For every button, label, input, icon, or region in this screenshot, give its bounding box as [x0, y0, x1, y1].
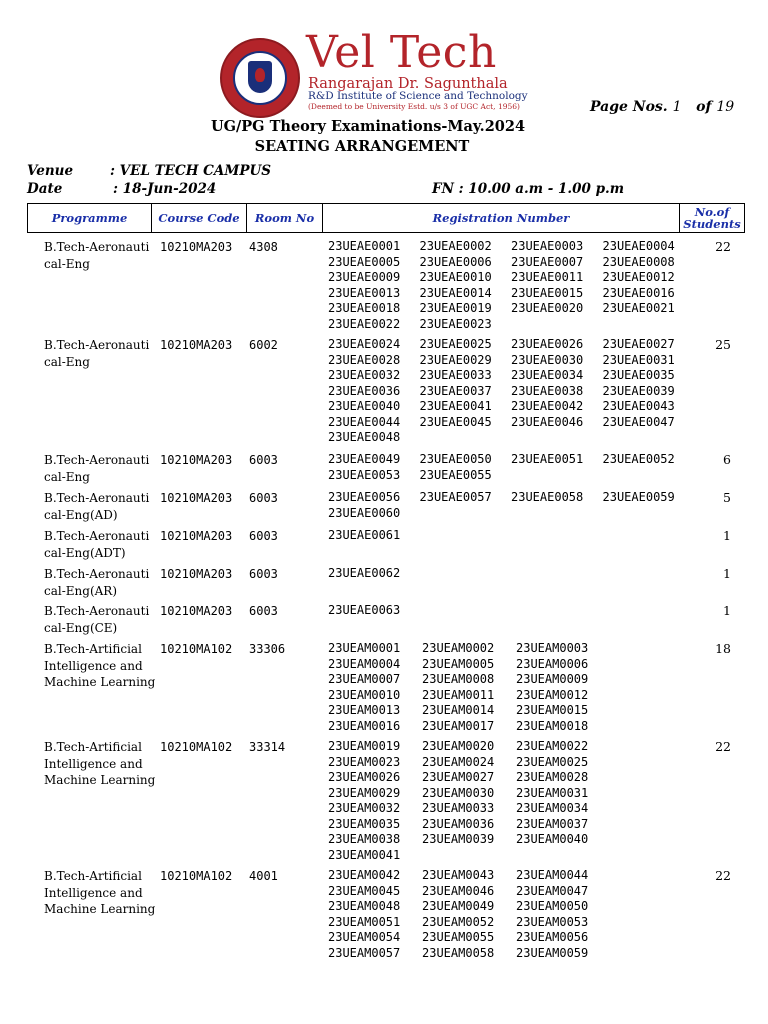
registration-number: 23UEAE0005	[328, 254, 401, 269]
cell-room-no: 33306	[249, 642, 286, 656]
registration-number: 23UEAM0028	[516, 770, 589, 784]
registration-number: 23UEAM0024	[422, 754, 495, 769]
registration-number: 23UEAM0018	[516, 718, 589, 733]
registration-number: 23UEAE0043	[602, 399, 675, 413]
registration-number: 23UEAE0011	[511, 270, 584, 284]
registration-number: 23UEAM0025	[516, 754, 589, 769]
registration-number: 23UEAM0043	[422, 868, 495, 882]
cell-room-no: 6003	[249, 491, 278, 505]
cell-student-count: 6	[723, 452, 731, 467]
registration-number: 23UEAE0008	[602, 254, 675, 269]
registration-number: 23UEAM0030	[422, 785, 495, 800]
cell-course-code: 10210MA203	[160, 240, 233, 254]
venue-value: : VEL TECH CAMPUS	[110, 163, 272, 179]
brand-subtitle-2: R&D Institute of Science and Technology	[308, 90, 528, 102]
cell-student-count: 1	[723, 528, 731, 543]
registration-number: 23UEAM0019	[328, 739, 401, 753]
registration-number: 23UEAE0037	[419, 383, 492, 398]
cell-registration-numbers	[328, 337, 694, 446]
cell-course-code: 10210MA203	[160, 604, 233, 618]
cell-course-code: 10210MA203	[160, 529, 233, 543]
registration-number: 23UEAE0051	[511, 452, 584, 466]
cell-course-code: 10210MA102	[160, 869, 233, 883]
registration-number: 23UEAM0039	[422, 832, 495, 846]
registration-number: 23UEAE0003	[511, 239, 584, 253]
cell-programme: B.Tech-Aeronauti cal-Eng	[44, 453, 150, 484]
cell-programme: B.Tech-Artificial Intelligence and Machine Learning	[44, 642, 156, 689]
header-programme: Programme	[28, 204, 152, 232]
registration-number: 23UEAE0006	[419, 254, 492, 269]
registration-number: 23UEAM0020	[422, 739, 495, 753]
registration-number: 23UEAE0047	[602, 414, 675, 429]
cell-student-count: 22	[715, 239, 731, 254]
registration-number: 23UEAE0022	[328, 316, 401, 331]
cell-registration-numbers	[328, 739, 610, 863]
cell-student-count: 1	[723, 603, 731, 618]
cell-room-no: 6003	[249, 529, 278, 543]
registration-number: 23UEAM0015	[516, 703, 589, 717]
registration-number: 23UEAE0013	[328, 285, 401, 300]
exam-title: UG/PG Theory Examinations-May.2024	[210, 118, 526, 135]
registration-number: 23UEAE0056	[328, 490, 401, 504]
registration-number: 23UEAE0045	[419, 414, 492, 429]
cell-room-no: 33314	[249, 740, 286, 754]
cell-course-code: 10210MA203	[160, 338, 233, 352]
registration-number: 23UEAE0040	[328, 399, 401, 413]
registration-number: 23UEAM0017	[422, 718, 495, 733]
registration-number: 23UEAE0007	[511, 254, 584, 269]
registration-number: 23UEAE0063	[328, 603, 401, 617]
cell-programme: B.Tech-Aeronauti cal-Eng	[44, 338, 150, 369]
registration-number: 23UEAM0010	[328, 687, 401, 702]
registration-number: 23UEAE0016	[602, 285, 675, 300]
page-number: Page Nos. 1 of 19	[590, 99, 735, 115]
cell-programme: B.Tech-Aeronauti cal-Eng(AD)	[44, 491, 150, 522]
university-seal-icon	[220, 38, 300, 118]
registration-number: 23UEAE0038	[511, 383, 584, 398]
registration-number: 23UEAM0027	[422, 770, 495, 784]
registration-number: 23UEAE0023	[419, 316, 492, 331]
registration-number: 23UEAE0027	[602, 337, 675, 351]
registration-number: 23UEAM0023	[328, 754, 401, 769]
registration-number: 23UEAE0057	[419, 490, 492, 504]
registration-number: 23UEAM0051	[328, 914, 401, 929]
cell-programme: B.Tech-Aeronauti cal-Eng(ADT)	[44, 529, 150, 560]
registration-number: 23UEAE0062	[328, 566, 401, 580]
header-no-of-students: No.of Students	[683, 205, 741, 231]
cell-course-code: 10210MA203	[160, 567, 233, 581]
cell-course-code: 10210MA102	[160, 740, 233, 754]
registration-number: 23UEAM0034	[516, 801, 589, 815]
registration-number: 23UEAM0059	[516, 945, 589, 960]
registration-number: 23UEAM0042	[328, 868, 401, 882]
registration-number: 23UEAM0040	[516, 832, 589, 846]
cell-student-count: 22	[715, 868, 731, 883]
registration-number: 23UEAM0053	[516, 914, 589, 929]
registration-number: 23UEAM0050	[516, 899, 589, 913]
registration-number: 23UEAM0033	[422, 801, 495, 815]
registration-number: 23UEAM0044	[516, 868, 589, 882]
registration-number: 23UEAM0036	[422, 816, 495, 831]
registration-number: 23UEAE0049	[328, 452, 401, 466]
registration-number: 23UEAM0056	[516, 930, 589, 944]
registration-number: 23UEAE0055	[419, 467, 492, 482]
registration-number: 23UEAM0016	[328, 718, 401, 733]
registration-number: 23UEAE0001	[328, 239, 401, 253]
registration-number: 23UEAE0046	[511, 414, 584, 429]
cell-student-count: 5	[723, 490, 731, 505]
table-header	[27, 203, 745, 233]
registration-number: 23UEAE0060	[328, 505, 401, 520]
session-time: FN : 10.00 a.m - 1.00 p.m	[432, 181, 625, 197]
cell-registration-numbers	[328, 528, 694, 544]
registration-number: 23UEAM0057	[328, 945, 401, 960]
registration-number: 23UEAM0002	[422, 641, 495, 655]
header-course-code: Course Code	[152, 204, 247, 232]
registration-number: 23UEAM0041	[328, 847, 401, 862]
registration-number: 23UEAE0015	[511, 285, 584, 300]
registration-number: 23UEAM0007	[328, 672, 401, 686]
registration-number: 23UEAM0006	[516, 656, 589, 671]
cell-course-code: 10210MA203	[160, 491, 233, 505]
cell-registration-numbers	[328, 452, 694, 483]
registration-number: 23UEAE0004	[602, 239, 675, 253]
registration-number: 23UEAM0046	[422, 883, 495, 898]
cell-registration-numbers	[328, 603, 694, 619]
registration-number: 23UEAE0053	[328, 467, 401, 482]
registration-number: 23UEAM0031	[516, 785, 589, 800]
registration-number: 23UEAE0021	[602, 301, 675, 315]
registration-number: 23UEAM0005	[422, 656, 495, 671]
registration-number: 23UEAM0013	[328, 703, 401, 717]
registration-number: 23UEAM0022	[516, 739, 589, 753]
registration-number: 23UEAE0050	[419, 452, 492, 466]
registration-number: 23UEAM0035	[328, 816, 401, 831]
registration-number: 23UEAE0032	[328, 368, 401, 382]
registration-number: 23UEAM0045	[328, 883, 401, 898]
cell-registration-numbers	[328, 239, 694, 332]
cell-programme: B.Tech-Aeronauti cal-Eng(AR)	[44, 567, 150, 598]
registration-number: 23UEAE0036	[328, 383, 401, 398]
registration-number: 23UEAE0025	[419, 337, 492, 351]
registration-number: 23UEAE0035	[602, 368, 675, 382]
registration-number: 23UEAE0020	[511, 301, 584, 315]
cell-student-count: 22	[715, 739, 731, 754]
registration-number: 23UEAE0024	[328, 337, 401, 351]
registration-number: 23UEAE0042	[511, 399, 584, 413]
registration-number: 23UEAE0044	[328, 414, 401, 429]
registration-number: 23UEAE0002	[419, 239, 492, 253]
cell-programme: B.Tech-Artificial Intelligence and Machine Learning	[44, 740, 156, 787]
cell-programme: B.Tech-Artificial Intelligence and Machine Learning	[44, 869, 156, 916]
registration-number: 23UEAE0026	[511, 337, 584, 351]
cell-course-code: 10210MA203	[160, 453, 233, 467]
registration-number: 23UEAM0052	[422, 914, 495, 929]
brand-subtitle-1: Rangarajan Dr. Sagunthala	[308, 76, 508, 92]
registration-number: 23UEAM0014	[422, 703, 495, 717]
registration-number: 23UEAE0031	[602, 352, 675, 367]
registration-number: 23UEAE0029	[419, 352, 492, 367]
registration-number: 23UEAE0030	[511, 352, 584, 367]
cell-registration-numbers	[328, 641, 610, 734]
document-header	[0, 0, 768, 200]
registration-number: 23UEAM0055	[422, 930, 495, 944]
registration-number: 23UEAM0026	[328, 770, 401, 784]
cell-programme: B.Tech-Aeronauti cal-Eng	[44, 240, 150, 271]
seating-title: SEATING ARRANGEMENT	[254, 138, 470, 155]
registration-number: 23UEAE0058	[511, 490, 584, 504]
registration-number: 23UEAM0004	[328, 656, 401, 671]
registration-number: 23UEAM0048	[328, 899, 401, 913]
registration-number: 23UEAE0012	[602, 270, 675, 284]
cell-room-no: 6003	[249, 604, 278, 618]
brand-subtitle-3: (Deemed to be University Estd. u/s 3 of UGC Act, 1956)	[308, 102, 520, 111]
cell-student-count: 1	[723, 566, 731, 581]
date-value: : 18-Jun-2024	[113, 181, 217, 197]
registration-number: 23UEAM0054	[328, 930, 401, 944]
registration-number: 23UEAE0061	[328, 528, 401, 542]
registration-number: 23UEAM0012	[516, 687, 589, 702]
registration-number: 23UEAE0009	[328, 270, 401, 284]
header-registration-number: Registration Number	[323, 204, 680, 232]
cell-course-code: 10210MA102	[160, 642, 233, 656]
registration-number: 23UEAM0047	[516, 883, 589, 898]
registration-number: 23UEAM0029	[328, 785, 401, 800]
venue-label: Venue	[27, 163, 74, 179]
cell-registration-numbers	[328, 566, 694, 582]
cell-room-no: 6002	[249, 338, 278, 352]
registration-number: 23UEAE0028	[328, 352, 401, 367]
cell-registration-numbers	[328, 490, 694, 521]
cell-registration-numbers	[328, 868, 610, 961]
registration-number: 23UEAE0059	[602, 490, 675, 504]
registration-number: 23UEAM0008	[422, 672, 495, 686]
brand-name: Vel Tech	[306, 27, 497, 78]
registration-number: 23UEAM0032	[328, 801, 401, 815]
registration-number: 23UEAM0003	[516, 641, 589, 655]
registration-number: 23UEAM0049	[422, 899, 495, 913]
cell-room-no: 6003	[249, 453, 278, 467]
registration-number: 23UEAM0009	[516, 672, 589, 686]
cell-room-no: 4001	[249, 869, 278, 883]
registration-number: 23UEAE0052	[602, 452, 675, 466]
registration-number: 23UEAE0041	[419, 399, 492, 413]
registration-number: 23UEAM0038	[328, 832, 401, 846]
registration-number: 23UEAM0001	[328, 641, 401, 655]
cell-student-count: 18	[715, 641, 731, 656]
registration-number: 23UEAM0037	[516, 816, 589, 831]
registration-number: 23UEAE0034	[511, 368, 584, 382]
cell-room-no: 6003	[249, 567, 278, 581]
cell-programme: B.Tech-Aeronauti cal-Eng(CE)	[44, 604, 150, 635]
date-label: Date	[27, 181, 63, 197]
registration-number: 23UEAE0033	[419, 368, 492, 382]
header-room-no: Room No	[247, 204, 323, 232]
cell-student-count: 25	[715, 337, 731, 352]
registration-number: 23UEAM0011	[422, 687, 495, 702]
registration-number: 23UEAE0048	[328, 430, 401, 444]
registration-number: 23UEAE0019	[419, 301, 492, 315]
registration-number: 23UEAE0039	[602, 383, 675, 398]
registration-number: 23UEAE0010	[419, 270, 492, 284]
registration-number: 23UEAE0018	[328, 301, 401, 315]
registration-number: 23UEAM0058	[422, 945, 495, 960]
registration-number: 23UEAE0014	[419, 285, 492, 300]
cell-room-no: 4308	[249, 240, 278, 254]
